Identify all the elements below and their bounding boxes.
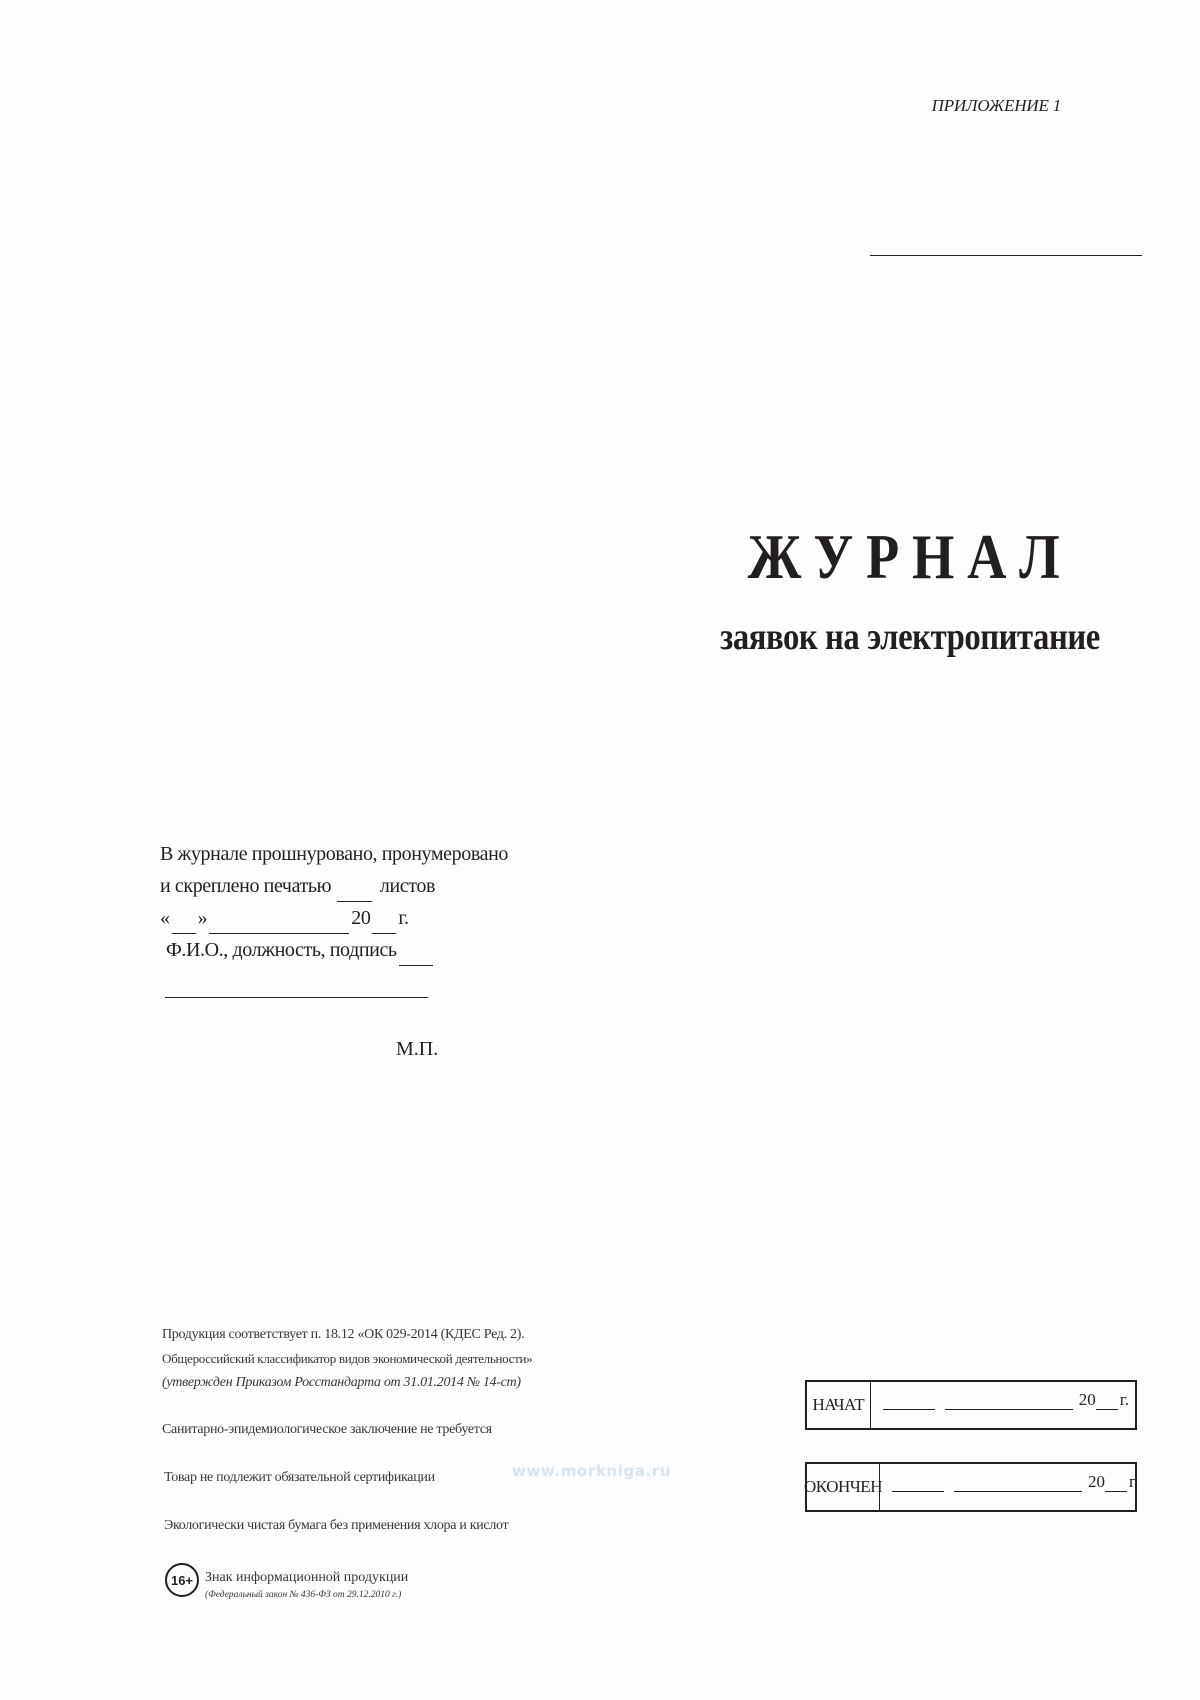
year-blank bbox=[372, 911, 396, 934]
ended-month-blank bbox=[954, 1477, 1082, 1492]
compliance-line-1: Продукция соответствует п. 18.12 «ОК 029-2014 (КДЕС Ред. 2). bbox=[162, 1327, 525, 1342]
binding-line-2 bbox=[160, 870, 435, 902]
started-year-suffix: г. bbox=[1119, 1390, 1129, 1409]
ended-year-prefix: 20 bbox=[1088, 1472, 1105, 1491]
ended-year-blank bbox=[1105, 1477, 1127, 1492]
ended-year-suffix: г. bbox=[1129, 1472, 1139, 1491]
month-blank bbox=[209, 911, 349, 934]
eco-note: Экологически чистая бумага без применения хлора и кислот bbox=[164, 1518, 509, 1533]
quote-open: « bbox=[160, 907, 170, 929]
signature-blank bbox=[399, 943, 433, 966]
page-title: ЖУРНАЛ bbox=[747, 521, 1073, 592]
ended-label: ОКОНЧЕН bbox=[807, 1464, 880, 1510]
started-day-blank bbox=[883, 1395, 935, 1410]
compliance-line-3: (утвержден Приказом Росстандарта от 31.01.2014 № 14-ст) bbox=[162, 1375, 521, 1390]
year-prefix: 20 bbox=[351, 907, 371, 929]
stamp-place-label: М.П. bbox=[396, 1038, 439, 1060]
age-rating-icon: 16+ bbox=[165, 1563, 199, 1597]
ended-day-blank bbox=[892, 1477, 944, 1492]
info-product-sign: Знак информационной продукции bbox=[205, 1570, 409, 1585]
started-label: НАЧАТ bbox=[807, 1382, 871, 1428]
started-year-prefix: 20 bbox=[1078, 1390, 1096, 1409]
ended-date-box bbox=[805, 1462, 1137, 1512]
watermark: www.morkniga.ru bbox=[512, 1462, 672, 1480]
binding-text-2: и скреплено печатью bbox=[160, 875, 332, 897]
top-blank-line bbox=[870, 255, 1142, 256]
day-blank bbox=[172, 911, 196, 934]
compliance-line-2: Общероссийский классификатор видов экономической деятельности» bbox=[162, 1351, 533, 1366]
signature-label: Ф.И.О., должность, подпись bbox=[166, 939, 397, 961]
binding-certification-block bbox=[160, 838, 508, 998]
started-year-blank bbox=[1096, 1395, 1118, 1410]
sheets-count-blank bbox=[337, 879, 372, 902]
started-date-fill bbox=[871, 1390, 1135, 1420]
appendix-label: ПРИЛОЖЕНИЕ 1 bbox=[931, 96, 1061, 115]
binding-line-1 bbox=[160, 838, 508, 870]
page-subtitle: заявок на электропитание bbox=[720, 616, 1100, 658]
binding-line-4 bbox=[160, 934, 435, 966]
binding-line-5 bbox=[160, 966, 435, 998]
certification-note: Товар не подлежит обязательной сертификации bbox=[164, 1470, 435, 1485]
started-date-box bbox=[805, 1380, 1137, 1430]
ended-date-fill bbox=[880, 1472, 1144, 1502]
info-law-reference: (Федеральный закон № 436-ФЗ от 29.12.2010 г.) bbox=[205, 1590, 402, 1600]
signature-blank-2 bbox=[165, 973, 428, 998]
binding-text-1: В журнале прошнуровано, пронумеровано bbox=[160, 843, 508, 865]
binding-line-3 bbox=[160, 902, 435, 934]
sheets-label: листов bbox=[379, 875, 435, 897]
year-suffix: г. bbox=[398, 907, 409, 929]
started-month-blank bbox=[945, 1395, 1073, 1410]
sanitary-note: Санитарно-эпидемиологическое заключение не требуется bbox=[162, 1422, 492, 1437]
quote-close: » bbox=[197, 907, 208, 929]
